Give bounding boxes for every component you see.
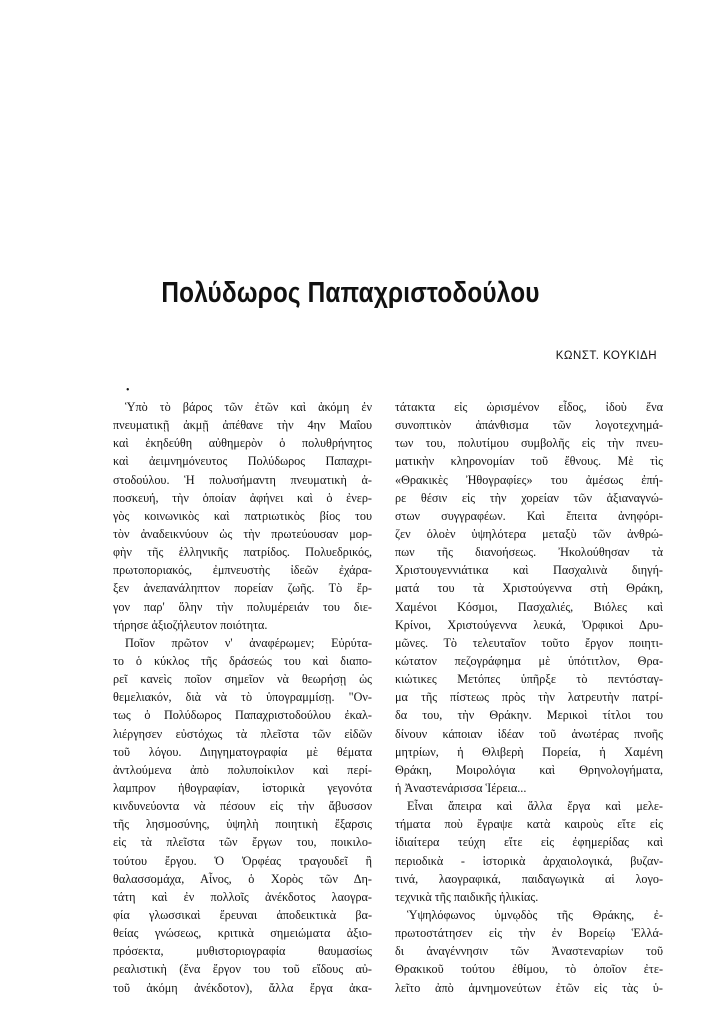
text-line: κινδυνεύοντα νὰ πέσουν εἰς τὴν ἄβυσσον [113,799,372,814]
text-line: ρεαλιστικὴ (ἕνα ἔργον του τοῦ εἴδους αὐ- [113,962,372,977]
text-line: ἡ Ἀναστενάρισσα Ἱέρεια... [395,780,527,795]
text-line: τήματα ποὺ ἔγραψε κατὰ καιροὺς εἴτε εἰς [395,817,663,832]
text-line: πνευματικῇ ἀκμῇ ἀπέθανε τὴν 4ην Μαΐου [113,418,372,433]
text-line: τινά, λαογραφικά, παιδαγωγικὰ αἱ λογο- [395,871,663,886]
text-line: συνοπτικὸν ἀπάνθισμα τῶν λογοτεχνημά- [395,418,663,433]
text-line: ζεν ὁλοὲν ὑψηλότερα μεταξὺ τῶν ἀνθρώ- [395,526,663,541]
text-line: ματικὴν κληρονομίαν τοῦ ἔθνους. Μὲ τὶς [395,454,663,469]
text-line: ρε θέσιν εἰς τὴν χορείαν τῶν ἀξιαναγνώ- [395,490,663,505]
text-line: Θρακικοῦ τούτου ἐθίμου, τὸ ὁποῖον ἐτε- [395,962,663,977]
text-line: «Θρακικὲς Ἠθογραφίες» του ἀμέσως ἐπή- [395,472,663,487]
text-line: τούτου ἔργου. Ὁ Ὀρφέας τραγουδεῖ ἢ [113,853,372,868]
text-line: Χαμένοι Κόσμοι, Πασχαλιές, Βιόλες καὶ [395,599,663,614]
text-line: τὸν ἀναδεικνύουν ὡς τὴν πρωτεύουσαν μορ- [113,526,372,541]
text-line: καὶ ἐκηδεύθη αὐθημερὸν ὁ πολυθρήνητος [113,436,372,451]
text-line: των του, πολυτίμου συμβολῆς εἰς τὴν πνευ- [395,436,663,451]
text-line: θείας γνώσεως, κριτικὰ σημειώματα ἀξιο- [113,926,372,941]
text-line: τοῦ ἀκόμη ἀνέκδοτον), ἄλλα ἔργα ἀκα- [113,980,372,995]
text-line: πων τῆς διανοήσεως. Ἠκολούθησαν τὰ [395,545,663,560]
text-line: Θράκη, Μοιρολόγια καὶ Θρηνολογήματα, [395,762,663,777]
text-line: στων συγγραφέων. Καὶ ἔπειτα ἀνηφόρι- [395,508,663,523]
text-line: Κρίνοι, Χριστούγεννα λευκά, Ὀρφικοὶ Δρυ- [395,617,663,632]
article-author: ΚΩΝΣΤ. ΚΟΥΚΙΔΗ [555,350,657,362]
text-line: μῶνες. Τὸ τελευταῖον τοῦτο ἔργον ποιητι- [395,635,663,650]
bullet-mark: • [126,385,130,396]
text-line: τάτακτα εἰς ὡρισμένον εἶδος, ἰδοὺ ἕνα [395,400,663,414]
text-line: Ποῖον πρῶτον ν' ἀναφέρωμεν; Εὐρύτα- [125,635,372,650]
article-title: Πολύδωρος Παπαχριστοδούλου [161,277,540,309]
right-text-column [395,398,663,997]
text-line: ξεν ἀνεπανάληπτον πορείαν ζωῆς. Τὸ ἔρ- [113,581,372,596]
text-line: μα τῆς πίστεως πρὸς τὴν λατρευτὴν πατρί- [395,690,663,705]
text-line: μητρίων, ἡ Θλιβερὴ Πορεία, ἡ Χαμένη [395,744,663,759]
text-line: θαλασσομάχα, Αἶνος, ὁ Χορὸς τῶν Δη- [113,871,372,886]
text-line: ἀντλούμενα ἀπὸ πολυποίκιλον καὶ περί- [113,762,372,777]
text-line: περιοδικὰ - ἱστορικὰ ἀρχαιολογικά, βυζαν- [395,853,663,868]
text-line: στοδούλου. Ἡ πολυσήμαντη πνευματικὴ ἀ- [113,472,372,487]
text-line: Εἶναι ἄπειρα καὶ ἄλλα ἔργα καὶ μελε- [407,799,663,814]
text-line: θεμελιακόν, διὰ νὰ τὸ ὑπογραμμίσῃ. "Ον- [113,690,372,705]
text-line: τάτη καὶ ἐν πολλοῖς ἀνέκδοτος λαογρα- [113,889,372,904]
text-line: τεχνικὰ τῆς παιδικῆς ἡλικίας. [395,889,539,904]
text-line: κώτατον πεζογράφημα μὲ ὑπότιτλον, Θρα- [395,653,663,668]
text-line: πρωτοστάτησεν εἰς τὴν ἐν Βορείῳ Ἑλλά- [395,926,663,941]
text-line: καὶ ἀειμνημόνευτος Πολύδωρος Παπαχρι- [113,454,372,469]
text-line: τοῦ λόγου. Διηγηματογραφία μὲ θέματα [113,744,372,759]
text-line: Ὑψηλόφωνος ὑμνῳδὸς τῆς Θράκης, ἐ- [407,907,663,922]
left-text-column [113,398,372,997]
text-line: ποσκευή, τὴν ὁποίαν ἀφήνει καὶ ὁ ἐνερ- [113,490,372,505]
text-line: το ὁ κύκλος τῆς δράσεώς του καὶ διαπο- [113,653,372,668]
text-line: δι ἀναγέννησιν τῶν Ἀναστεναρίων τοῦ [395,944,663,959]
text-line: Ὑπὸ τὸ βάρος τῶν ἐτῶν καὶ ἀκόμη ἐν [125,400,372,414]
text-line: δα του, τὴν Θράκην. Μερικοὶ τίτλοι του [395,708,663,723]
text-line: δίνουν κάποιαν ἰδέαν τοῦ ἀνωτέρας πνοῆς [395,726,663,741]
text-line: λιέργησεν εὐστόχως τὰ πλεῖστα τῶν εἰδῶν [113,726,372,741]
text-line: ρεῖ κανεὶς ποῖον σημεῖον νὰ θεωρήσῃ ὡς [113,672,372,687]
text-line: κιώτικες Μετόπες ὑπῆρξε τὸ πεντόσταγ- [395,672,663,687]
text-line: τῆς λησμοσύνης, ὑψηλὴ ποιητικὴ ἔξαρσις [113,817,372,832]
text-line: λαμπρον ἠθογραφίαν, ἱστορικὰ γεγονότα [113,780,372,795]
text-line: πρωτοποριακός, ἐμπνευστὴς ἰδεῶν ἐχάρα- [113,563,372,578]
text-line: τως ὁ Πολύδωρος Παπαχριστοδούλου ἐκαλ- [113,708,372,723]
text-line: ἰδιαίτερα τεύχη εἴτε εἰς ἐφημερίδας καὶ [395,835,663,850]
text-line: τήρησε ἀξιοζήλευτον ποιότητα. [113,617,268,632]
text-line: φὴν τῆς ἑλληνικῆς πατρίδος. Πολυεδρικός, [113,545,372,560]
text-line: πρόσεκτα, μυθιστοριογραφία θαυμασίως [113,944,372,959]
text-line: εἰς τὰ πλεῖστα τῶν ἔργων του, ποικιλο- [113,835,372,850]
text-line: ματά του τὰ Χριστούγεννα στὴ Θράκη, [395,581,663,596]
text-line: λεῖτο ἀπὸ ἀμνημονεύτων ἐτῶν εἰς τὰς ὑ- [395,980,663,995]
text-line: Χριστουγεννιάτικα καὶ Πασχαλινὰ διηγή- [395,563,663,578]
text-line: φία γλωσσικαὶ ἔρευναι ἀποδεικτικὰ βα- [113,907,372,922]
text-line: γὸς κοινωνικὸς καὶ πατριωτικὸς βίος του [113,508,372,523]
text-line: γον παρ' ὅλην τὴν πολυμέρειάν του διε- [113,599,372,614]
